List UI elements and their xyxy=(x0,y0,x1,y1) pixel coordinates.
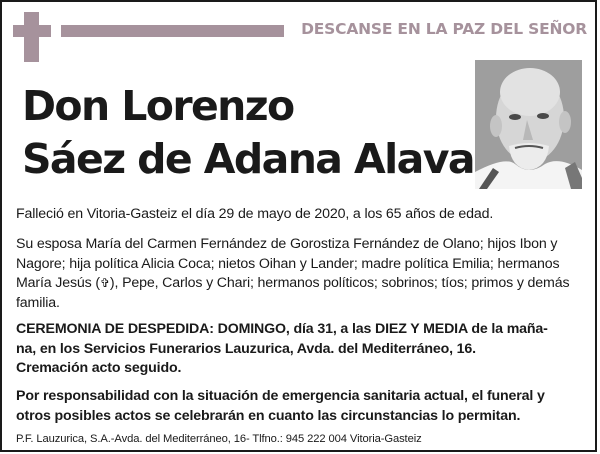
latin-cross-icon-vertical xyxy=(24,12,39,62)
portrait-photo-image xyxy=(475,60,582,189)
covid-notice xyxy=(16,387,588,426)
family-list-part1: Su esposa María del Carmen Fernández de Gorostiza Fernández de Olano; hijos Ibon y Nagore; hija política Alicia Coca; nietos Oihan y Lander; madre política Emilia; hermanos María Jesús ( xyxy=(16,236,560,291)
covid-notice-line1: Por responsabilidad con la situación de emergencia sanitaria actual, el funeral y xyxy=(16,388,545,404)
funeral-home-footer: P.F. Lauzurica, S.A.-Avda. del Mediterráneo, 16- Tlfno.: 945 222 004 Vitoria-Gasteiz xyxy=(16,433,422,445)
covid-notice-line2: otros posibles actos se celebrarán en cuanto las circunstancias lo permitan. xyxy=(16,407,521,424)
portrait-photo xyxy=(475,60,582,189)
ceremony-line3: Cremación acto seguido. xyxy=(16,360,182,376)
deceased-name xyxy=(22,80,474,186)
header-tagline: DESCANSE EN LA PAZ DEL SEÑOR xyxy=(301,20,587,38)
ceremony-notice xyxy=(16,320,588,379)
latin-cross-icon-horizontal xyxy=(13,25,51,37)
death-notice: Falleció en Vitoria-Gasteiz el día 29 de mayo de 2020, a los 65 años de edad. xyxy=(16,206,494,222)
deceased-name-line1: Don Lorenzo xyxy=(22,82,294,130)
family-list xyxy=(16,235,588,313)
ceremony-line2: na, en los Servicios Funerarios Lauzurica, Avda. del Mediterráneo, 16. xyxy=(16,340,476,357)
family-list-part2: ), Pepe, Carlos y Chari; hermanos políticos; sobrinos; tíos; primos y demás familia. xyxy=(16,275,570,311)
deceased-cross-icon: ✞ xyxy=(100,276,110,290)
header-rule-bar xyxy=(61,25,284,37)
deceased-name-line2: Sáez de Adana Alava xyxy=(22,135,474,183)
ceremony-line1: CEREMONIA DE DESPEDIDA: DOMINGO, día 31, a las DIEZ Y MEDIA de la maña- xyxy=(16,321,548,337)
